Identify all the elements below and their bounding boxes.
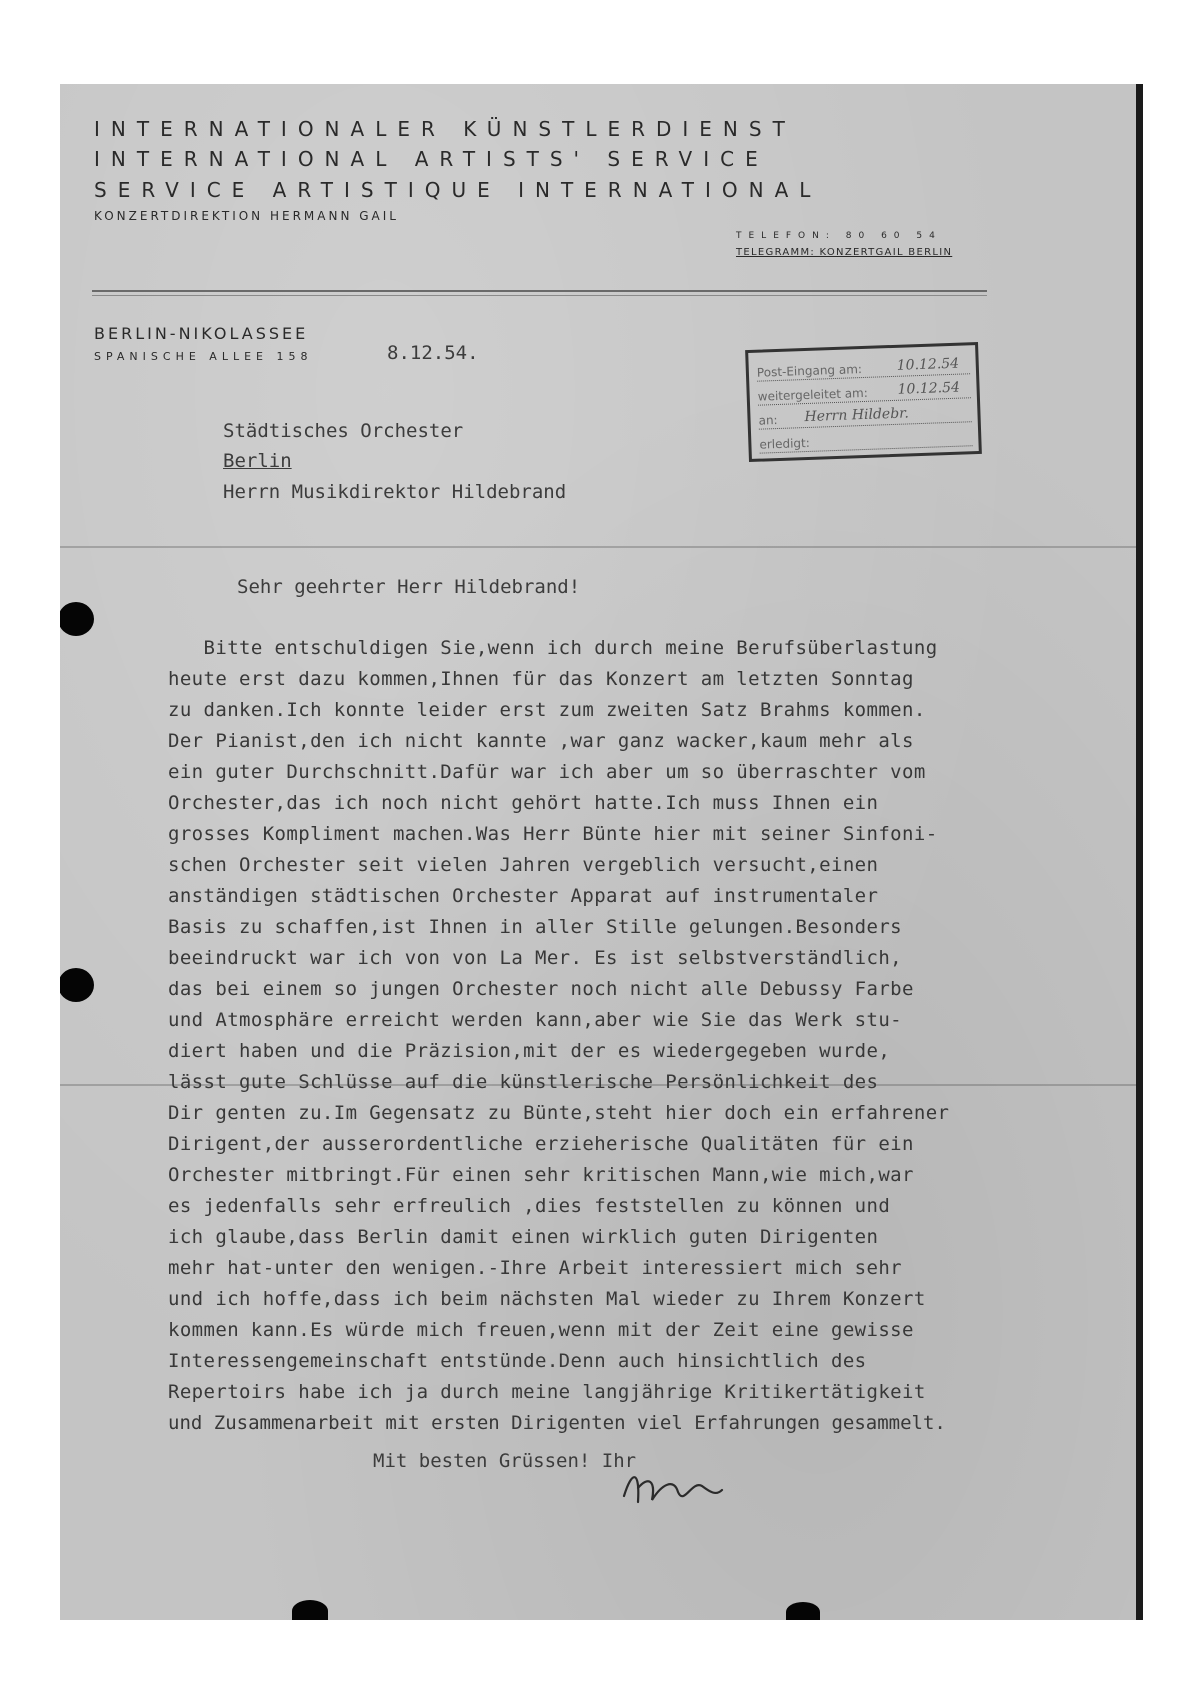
letter-page [60, 84, 1143, 1620]
recipient-line-1: Städtisches Orchester [223, 420, 464, 442]
body-line: heute erst dazu kommen,Ihnen für das Konzert am letzten Sonntag [168, 668, 914, 690]
stamp-to-label: an: [758, 413, 778, 428]
body-line: grosses Kompliment machen.Was Herr Bünte hier mit seiner Sinfoni- [168, 823, 938, 845]
body-line: lässt gute Schlüsse auf die künstlerische Persönlichkeit des [168, 1071, 879, 1093]
body-line: Orchester,das ich noch nicht gehört hatte.Ich muss Ihnen ein [168, 792, 879, 814]
body-line: zu danken.Ich konnte leider erst zum zweiten Satz Brahms kommen. [168, 699, 926, 721]
punch-hole [60, 968, 94, 1002]
body-line: kommen kann.Es würde mich freuen,wenn mit der Zeit eine gewisse [168, 1319, 914, 1341]
body-line: Basis zu schaffen,ist Ihnen in aller Stille gelungen.Besonders [168, 916, 903, 938]
post-received-stamp [745, 342, 982, 462]
body-line: mehr hat-unter den wenigen.-Ihre Arbeit interessiert mich sehr [168, 1257, 903, 1279]
body-line: anständigen städtischen Orchester Apparat auf instrumentaler [168, 885, 879, 907]
body-line: und ich hoffe,dass ich beim nächsten Mal wieder zu Ihrem Konzert [168, 1288, 926, 1310]
body-line: und Zusammenarbeit mit ersten Dirigenten viel Erfahrungen gesammelt. [168, 1412, 946, 1434]
salutation: Sehr geehrter Herr Hildebrand! [237, 576, 581, 598]
stamp-forwarded-value: 10.12.54 [897, 379, 961, 398]
letterhead-line-de: INTERNATIONALER KÜNSTLERDIENST [94, 117, 796, 141]
stamp-to-value: Herrn Hildebr. [804, 405, 910, 426]
body-line: Interessengemeinschaft entstünde.Denn auch hinsichtlich des [168, 1350, 867, 1372]
closing: Mit besten Grüssen! Ihr [373, 1450, 637, 1472]
body-line: Der Pianist,den ich nicht kannte ,war ganz wacker,kaum mehr als [168, 730, 914, 752]
punch-hole [60, 602, 94, 636]
signature-scribble [618, 1466, 728, 1510]
body-line: diert haben und die Präzision,mit der es wiedergegeben wurde, [168, 1040, 891, 1062]
letterhead-city: BERLIN-NIKOLASSEE [94, 324, 309, 343]
stamp-received-label: Post-Eingang am: [756, 362, 863, 380]
body-line: Dir genten zu.Im Gegensatz zu Bünte,steht hier doch ein erfahrener [168, 1102, 950, 1124]
body-line: beeindruckt war ich von von La Mer. Es ist selbstverständlich, [168, 947, 903, 969]
letterhead-subline: KONZERTDIREKTION HERMANN GAIL [94, 209, 399, 223]
stamp-received-value: 10.12.54 [896, 355, 960, 374]
stamp-forwarded-label: weitergeleitet am: [757, 385, 869, 404]
body-line: es jedenfalls sehr erfreulich ,dies feststellen zu können und [168, 1195, 891, 1217]
body-line: Repertoirs habe ich ja durch meine langjährige Kritikertätigkeit [168, 1381, 926, 1403]
letterhead-line-fr: SERVICE ARTISTIQUE INTERNATIONAL [94, 178, 822, 202]
body-line: Orchester mitbringt.Für einen sehr kritischen Mann,wie mich,war [168, 1164, 914, 1186]
letterhead-line-en: INTERNATIONAL ARTISTS' SERVICE [94, 147, 769, 171]
body-line: Bitte entschuldigen Sie,wenn ich durch meine Berufsüberlastung [168, 637, 938, 659]
page-edge-shadow [1136, 84, 1143, 1620]
letterhead-street: SPANISCHE ALLEE 158 [94, 350, 313, 363]
body-line: ein guter Durchschnitt.Dafür war ich aber um so überraschter vom [168, 761, 926, 783]
stamp-done-label: erledigt: [759, 435, 810, 452]
recipient-line-2: Berlin [223, 450, 292, 472]
letterhead-rule [92, 290, 987, 292]
letterhead-telegramm: TELEGRAMM: KONZERTGAIL BERLIN [736, 247, 953, 258]
letterhead-telefon: TELEFON: 80 60 54 [736, 231, 942, 241]
tear-mark [786, 1602, 820, 1620]
recipient-line-3: Herrn Musikdirektor Hildebrand [223, 481, 567, 503]
tear-mark [292, 1600, 328, 1620]
letter-date: 8.12.54. [387, 342, 479, 364]
letterhead-rule [92, 295, 987, 296]
body-line: und Atmosphäre erreicht werden kann,aber wie Sie das Werk stu- [168, 1009, 903, 1031]
body-line: ich glaube,dass Berlin damit einen wirklich guten Dirigenten [168, 1226, 879, 1248]
body-line: schen Orchester seit vielen Jahren vergeblich versucht,einen [168, 854, 879, 876]
fold-line [60, 546, 1143, 548]
body-line: Dirigent,der ausserordentliche erzieherische Qualitäten für ein [168, 1133, 914, 1155]
body-line: das bei einem so jungen Orchester noch nicht alle Debussy Farbe [168, 978, 914, 1000]
